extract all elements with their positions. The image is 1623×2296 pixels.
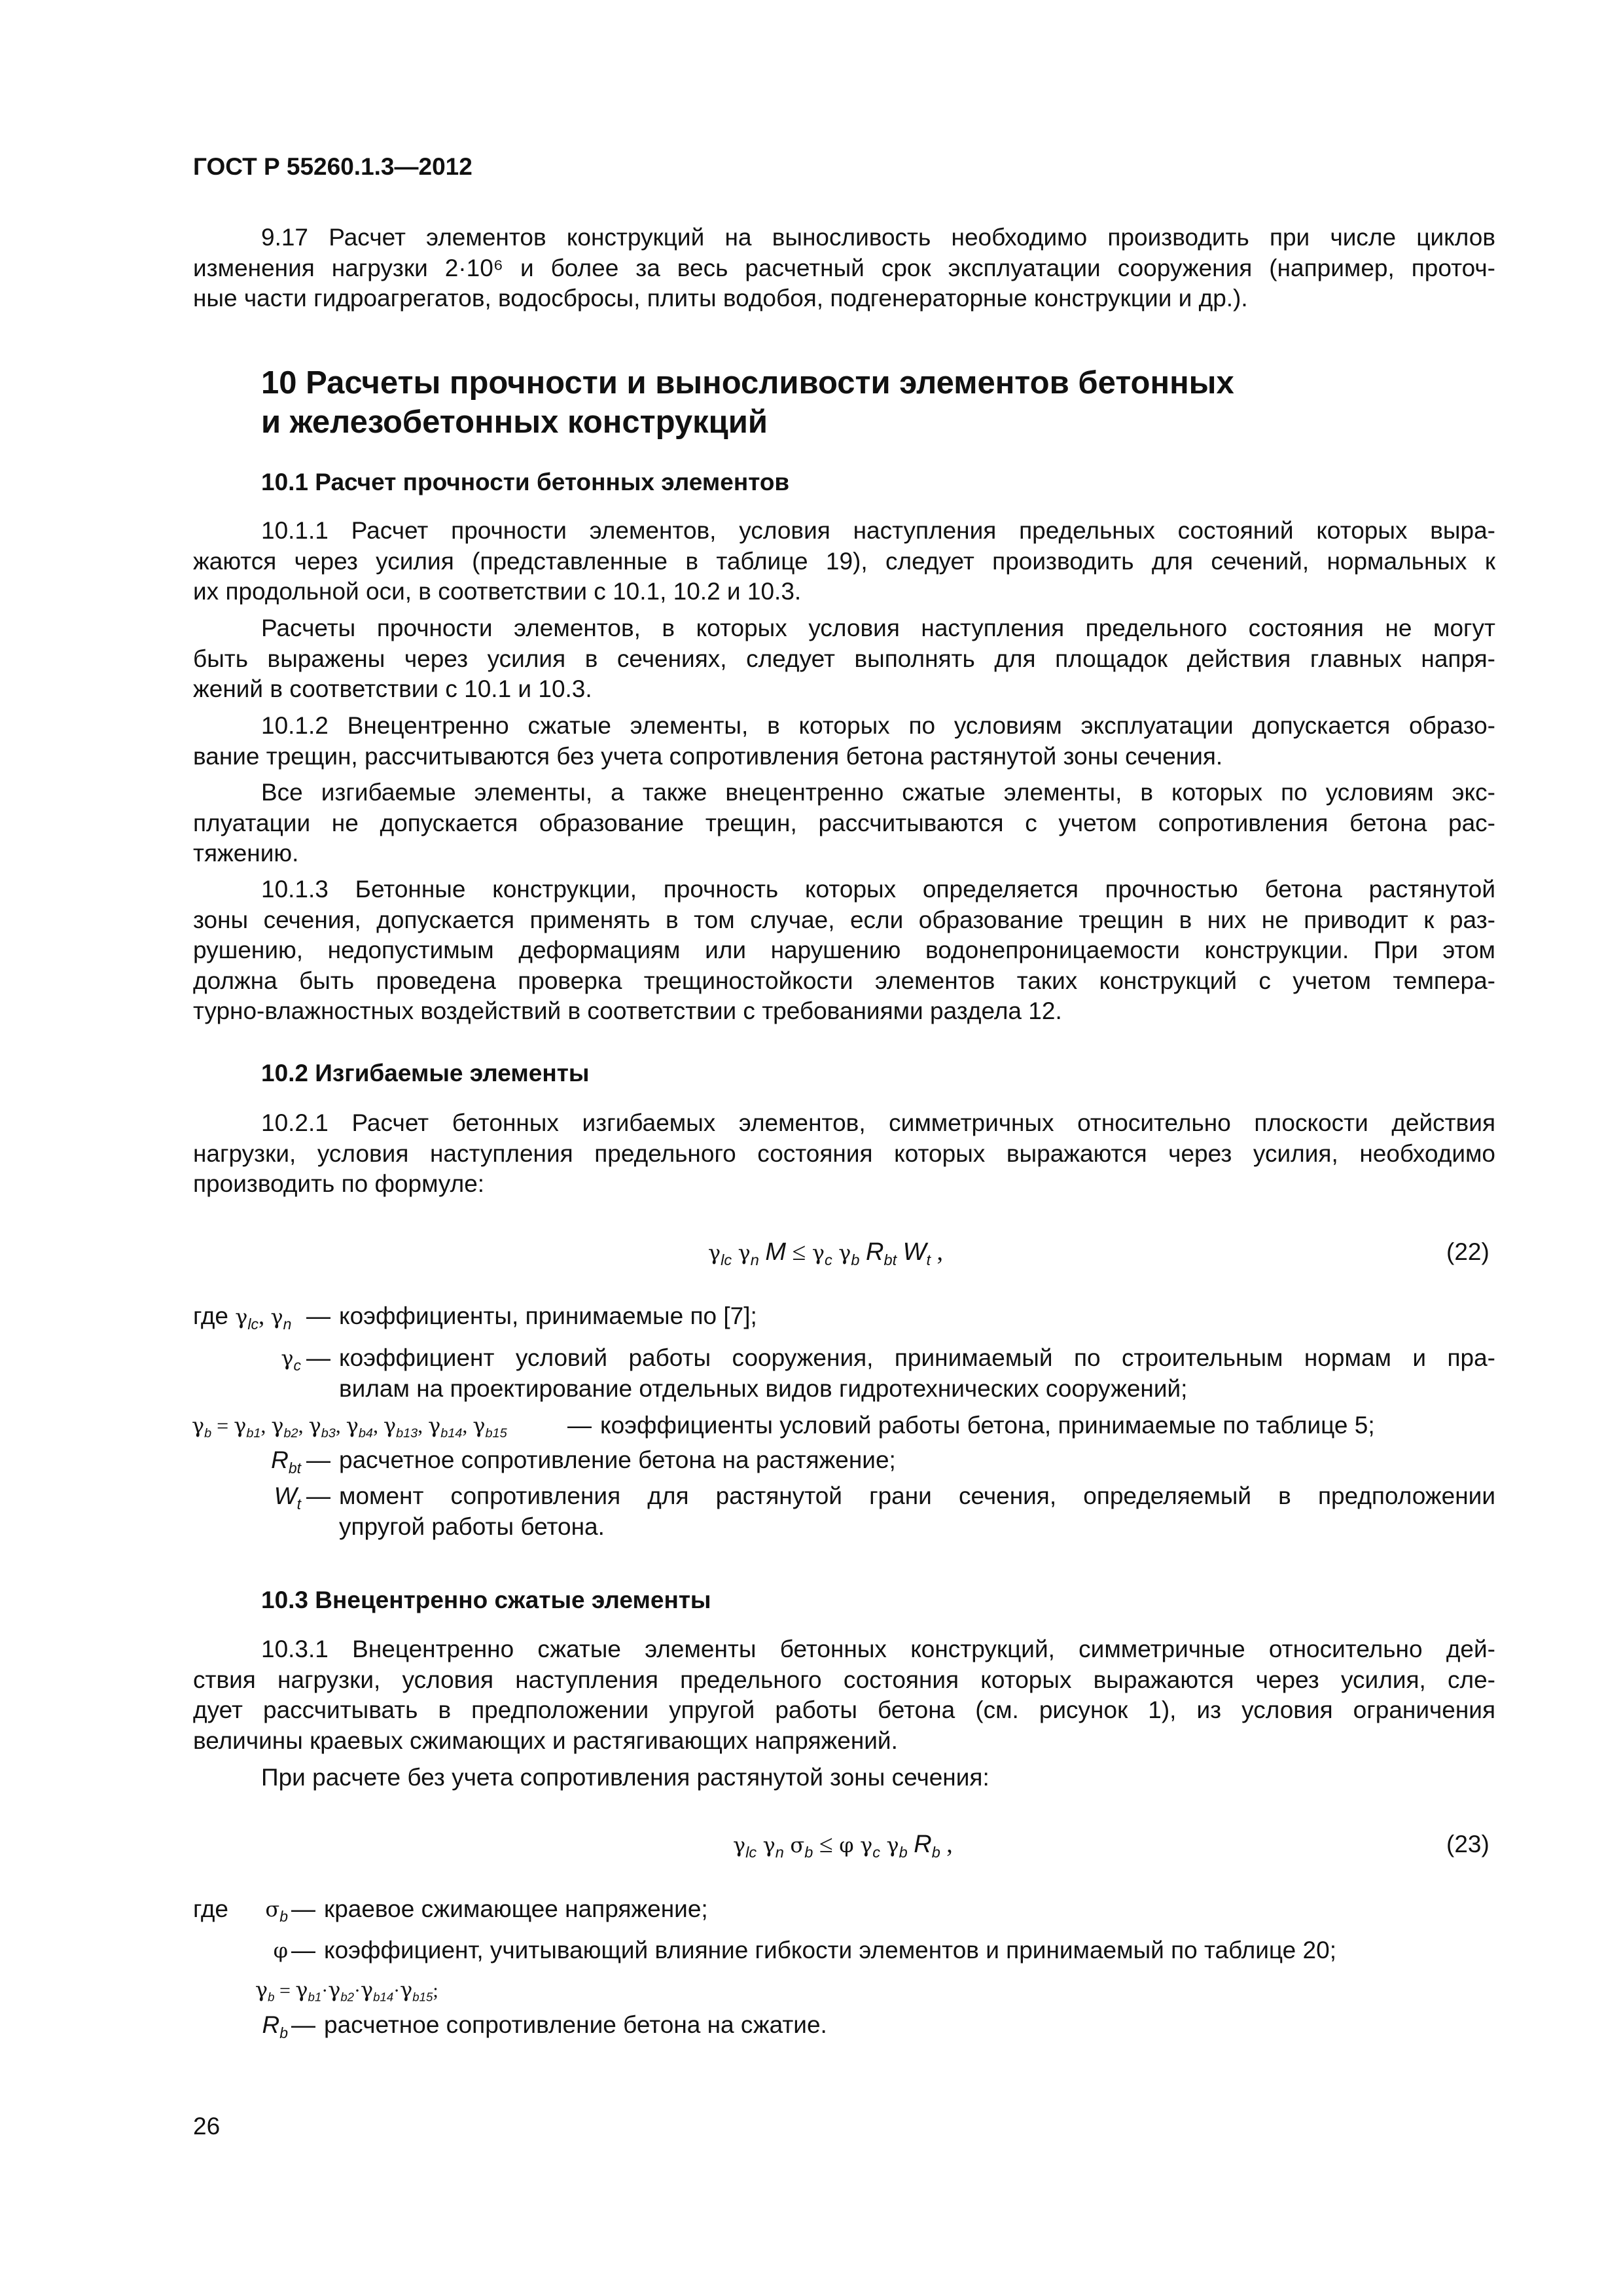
paragraph-10-1-1b: [193, 613, 1495, 705]
text-line: 10.2.1 Расчет бетонных изгибаемых элементов, симметричных относительно плоскости действия: [261, 1109, 1495, 1136]
definition-text: коэффициенты условий работы бетона, принимаемые по таблице 5;: [600, 1412, 1375, 1439]
where-label: где: [193, 1302, 229, 1329]
symbol: $R_b$: [262, 2011, 288, 2042]
paragraph-10-3-1: [193, 1634, 1495, 1756]
text-line: жений в соответствии с 10.1 и 10.3.: [193, 675, 592, 702]
text-line: 10.1.2 Внецентренно сжатые элементы, в которых по условиям эксплуатации допускается образо-: [261, 712, 1495, 739]
text-line: вание трещин, рассчитываются без учета сопротивления бетона растянутой зоны сечения.: [193, 742, 1223, 770]
text-line: изменения нагрузки 2·10⁶ и более за весь расчетный срок эксплуатации сооружения (например, проточ-: [193, 254, 1495, 281]
text-line: зоны сечения, допускается применять в том случае, если образование трещин в них не приводит к раз-: [193, 906, 1495, 933]
definition-text: коэффициенты, принимаемые по [7];: [339, 1302, 757, 1329]
text-line: Расчеты прочности элементов, в которых условия наступления предельного состояния не могут: [261, 615, 1495, 641]
subsection-10-3-title: 10.3 Внецентренно сжатые элементы: [261, 1587, 711, 1613]
text-line: турно-влажностных воздействий в соответствии с требованиями раздела 12.: [193, 997, 1062, 1024]
symbol: $\sigma_b$: [265, 1897, 288, 1926]
symbol: $\gamma_c$: [281, 1346, 301, 1374]
paragraph-10-1-2: [193, 711, 1495, 772]
dash: —: [306, 1482, 330, 1509]
definition-text: упругой работы бетона.: [339, 1513, 605, 1540]
dash: —: [306, 1446, 330, 1473]
paragraph-9-17: [193, 223, 1495, 314]
dash: —: [291, 1895, 315, 1922]
paragraph-10-1-3: [193, 874, 1495, 1027]
text-line: быть выражены через усилия в сечениях, следует выполнять для площадок действия главных напря-: [193, 645, 1495, 672]
subsection-10-2-title: 10.2 Изгибаемые элементы: [261, 1060, 590, 1086]
subsection-10-1-title: 10.1 Расчет прочности бетонных элементов: [261, 469, 790, 495]
text-line: 10.3.1 Внецентренно сжатые элементы бетонных конструкций, симметричные относительно дей-: [261, 1636, 1495, 1662]
text-line: 10.1.3 Бетонные конструкции, прочность которых определяется прочностью бетона растянутой: [261, 876, 1495, 903]
text-line: тяжению.: [193, 840, 299, 867]
definition-text: момент сопротивления для растянутой грани сечения, определяемый в предположении: [339, 1482, 1495, 1509]
text-line: 9.17 Расчет элементов конструкций на выносливость необходимо производить при числе циклов: [261, 224, 1495, 251]
title-line: 10 Расчеты прочности и выносливости элементов бетонных: [261, 365, 1234, 401]
text-line: производить по формуле:: [193, 1170, 485, 1197]
dash: —: [291, 2011, 315, 2038]
symbol: $\gamma_{lc}$, $\gamma_n$: [235, 1303, 292, 1333]
definition-text: расчетное сопротивление бетона на растяжение;: [339, 1446, 896, 1473]
symbol: $\gamma_b = \gamma_{b1}$, $\gamma_{b2}$, $\gamma_{b3}$, $\gamma_{b4}$, $\gamma_{b13}$, $\gamma_{b14}$, $\gamma_{b15}$: [192, 1413, 507, 1441]
text-line: плуатации не допускается образование трещин, рассчитываются с учетом сопротивления бетона рас-: [193, 809, 1495, 836]
text-line: ные части гидроагрегатов, водосбросы, плиты водобоя, подгенераторные конструкции и др.).: [193, 285, 1248, 312]
formula-23: $\gamma_{lc}$ $\gamma_n$ $\sigma_b \le \varphi$ $\gamma_c$ $\gamma_b$ $R_b$ ,: [733, 1831, 953, 1861]
definition-item: [193, 1301, 291, 1333]
definition-text: коэффициент условий работы сооружения, принимаемый по строительным нормам и пра-: [339, 1344, 1495, 1371]
text-line: величины краевых сжимающих и растягивающих напряжений.: [193, 1727, 898, 1754]
text-line: нагрузки, условия наступления предельного состояния которых выражаются через усилия, необходимо: [193, 1139, 1495, 1167]
formula-22: $\gamma_{lc}$ $\gamma_n$ $M \le \gamma_c$ $\gamma_b$ $R_{bt}$ $W_t$ ,: [708, 1238, 944, 1269]
text-line: При расчете без учета сопротивления растянутой зоны сечения:: [261, 1764, 990, 1791]
where-label: где: [193, 1895, 229, 1922]
dash: —: [306, 1302, 330, 1329]
paragraph-10-1-2b: [193, 778, 1495, 869]
page-number: 26: [193, 2113, 221, 2140]
text-line: 10.1.1 Расчет прочности элементов, условия наступления предельных состояний которых выра-: [261, 517, 1495, 544]
dash: —: [567, 1412, 592, 1439]
document-header: ГОСТ Р 55260.1.3—2012: [193, 153, 473, 180]
paragraph-10-2-1: [193, 1108, 1495, 1200]
equation-number-22: (22): [1446, 1238, 1489, 1265]
symbol: $\gamma_b = \gamma_{b1}\cdot\gamma_{b2}\cdot\gamma_{b14}\cdot\gamma_{b15}$;: [255, 1977, 438, 2004]
text-line: ствия нагрузки, условия наступления предельного состояния которых выражаются через усилия, сле-: [193, 1666, 1495, 1693]
section-10-title: [261, 363, 1234, 442]
definition-text: краевое сжимающее напряжение;: [324, 1895, 708, 1922]
dash: —: [306, 1344, 330, 1371]
text-line: их продольной оси, в соответствии с 10.1, 10.2 и 10.3.: [193, 578, 802, 605]
symbol: $R_{bt}$: [271, 1446, 301, 1477]
definition-text: коэффициент, учитывающий влияние гибкости элементов и принимаемый по таблице 20;: [324, 1937, 1336, 1964]
symbol: φ: [273, 1938, 288, 1963]
paragraph-10-3-1b: [261, 1763, 1495, 1793]
text-line: дует рассчитывать в предположении упругой работы бетона (см. рисунок 1), из условия ограничения: [193, 1696, 1495, 1723]
equation-number-23: (23): [1446, 1831, 1489, 1857]
definition-text: расчетное сопротивление бетона на сжатие.: [324, 2011, 827, 2038]
text-line: Все изгибаемые элементы, а также внецентренно сжатые элементы, в которых по условиям экс-: [261, 779, 1495, 806]
definition-text: вилам на проектирование отдельных видов гидротехнических сооружений;: [339, 1374, 1188, 1402]
symbol: $W_t$: [274, 1482, 301, 1513]
dash: —: [291, 1937, 315, 1964]
text-line: должна быть проведена проверка трещиностойкости элементов таких конструкций с учетом темпера-: [193, 967, 1495, 994]
title-line: и железобетонных конструкций: [261, 404, 768, 440]
text-line: жаются через усилия (представленные в таблице 19), следует производить для сечений, нормальных к: [193, 547, 1495, 575]
paragraph-10-1-1: [193, 516, 1495, 607]
text-line: рушению, недопустимым деформациям или нарушению водонепроницаемости конструкции. При этом: [193, 937, 1495, 963]
